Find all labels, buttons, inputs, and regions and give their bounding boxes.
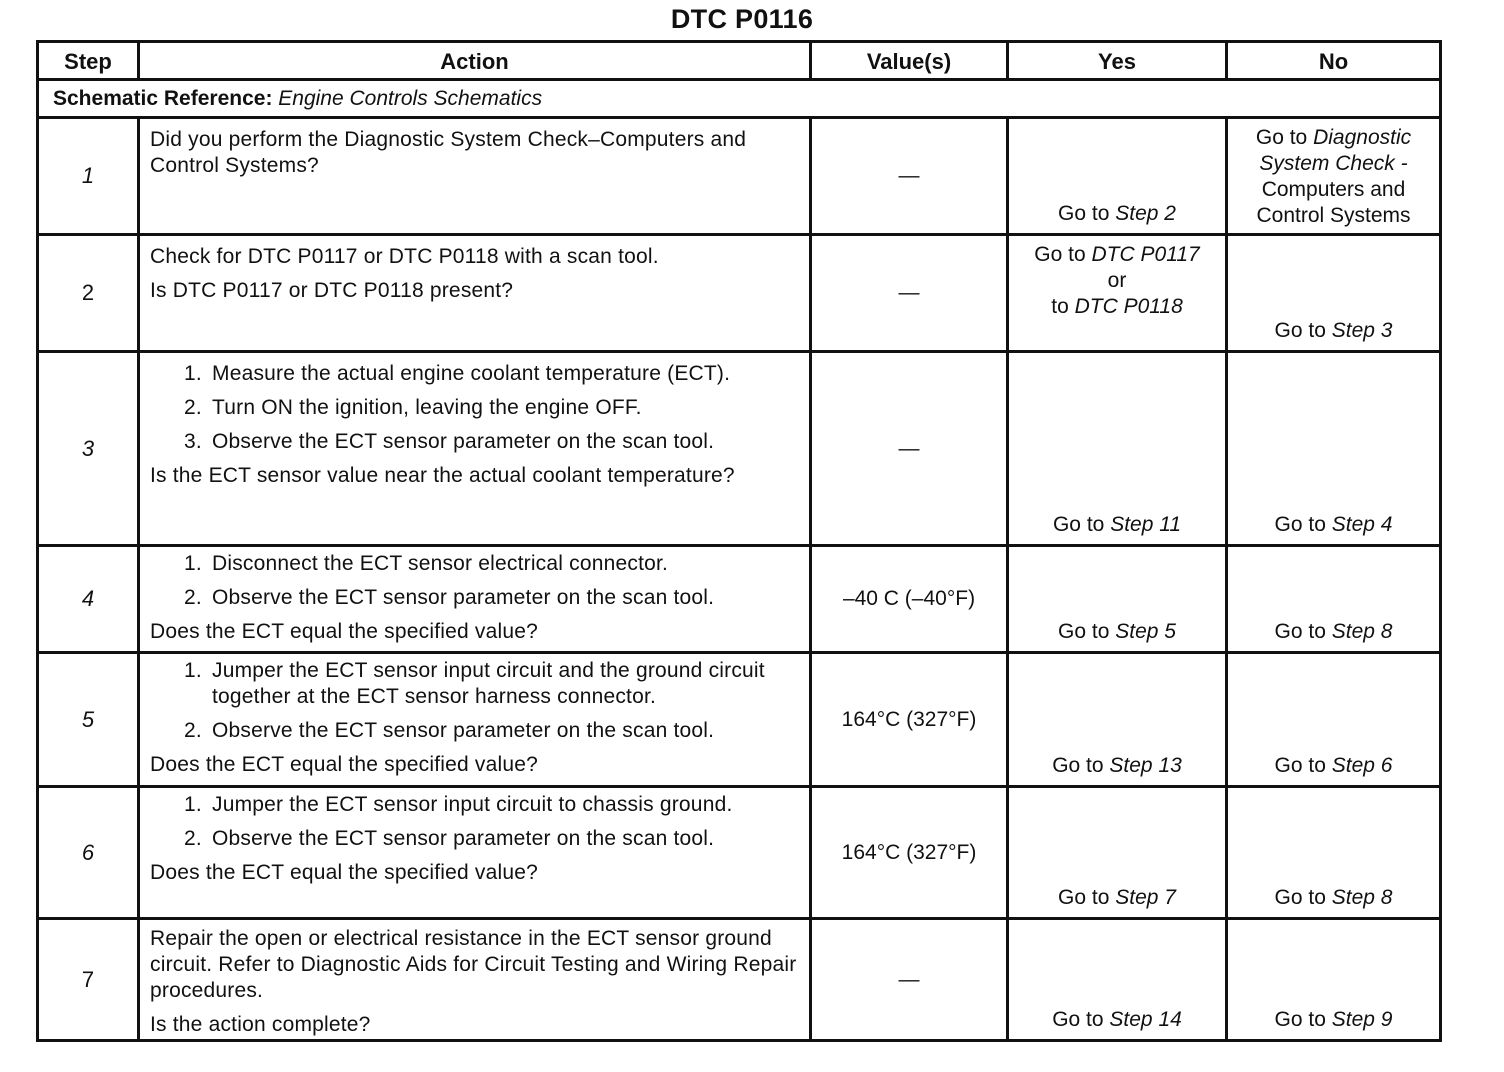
yes-or: or bbox=[1107, 269, 1127, 292]
no-target: Step 8 bbox=[1331, 620, 1393, 643]
step-number: 2 bbox=[81, 280, 95, 305]
action-steps bbox=[150, 551, 799, 611]
no-prefix: Go to bbox=[1274, 513, 1326, 536]
action-steps bbox=[150, 792, 799, 852]
header-values: Value(s) bbox=[809, 43, 1006, 78]
no-cell bbox=[1225, 236, 1439, 350]
yes-cell bbox=[1006, 119, 1225, 233]
table-row bbox=[39, 353, 1439, 547]
header-step: Step bbox=[64, 49, 112, 74]
no-cell bbox=[1225, 353, 1439, 544]
yes-target: Step 2 bbox=[1115, 202, 1176, 225]
schematic-reference bbox=[39, 81, 1439, 116]
yes-prefix: Go to bbox=[1058, 202, 1110, 225]
step-number: 7 bbox=[81, 966, 95, 992]
value-cell: 164°C (327°F) bbox=[809, 654, 1006, 785]
yes-target: Step 14 bbox=[1109, 1008, 1182, 1031]
yes-prefix: Go to bbox=[1058, 886, 1110, 909]
action-question: Is DTC P0117 or DTC P0118 present? bbox=[150, 279, 514, 302]
no-cell bbox=[1225, 547, 1439, 651]
action-step: 1. Disconnect the ECT sensor electrical connector. bbox=[208, 551, 799, 577]
action-question: Does the ECT equal the specified value? bbox=[150, 620, 538, 643]
yes-cell bbox=[1006, 547, 1225, 651]
page-title: DTC P0116 bbox=[670, 4, 814, 34]
step-number: 4 bbox=[81, 586, 95, 611]
yes-target: DTC P0117 bbox=[1091, 243, 1200, 266]
yes-prefix: Go to bbox=[1052, 1008, 1104, 1031]
step-number: 1 bbox=[81, 163, 95, 188]
table-row bbox=[39, 920, 1439, 1039]
yes-cell bbox=[1006, 654, 1225, 785]
action-question: Does the ECT equal the specified value? bbox=[150, 861, 538, 884]
table-row bbox=[39, 119, 1439, 236]
no-target: Step 6 bbox=[1331, 754, 1393, 777]
no-target: Diagnostic System Check - bbox=[1259, 126, 1412, 175]
action-step: 2. Observe the ECT sensor parameter on the scan tool. bbox=[208, 585, 799, 611]
value-cell: — bbox=[809, 353, 1006, 544]
no-cell bbox=[1225, 654, 1439, 785]
value-cell: — bbox=[809, 920, 1006, 1039]
action-step: 1. Jumper the ECT sensor input circuit and the ground circuit together at the ECT sensor harness connector. bbox=[208, 658, 799, 710]
yes-target: Step 11 bbox=[1110, 513, 1182, 536]
yes-prefix: Go to bbox=[1034, 243, 1086, 266]
action-step: 1. Jumper the ECT sensor input circuit to chassis ground. bbox=[208, 792, 799, 818]
no-prefix: Go to bbox=[1274, 1008, 1326, 1031]
table-row bbox=[39, 547, 1439, 654]
schematic-value: Engine Controls Schematics bbox=[278, 87, 543, 110]
action-cell bbox=[137, 547, 809, 651]
schematic-label: Schematic Reference: bbox=[53, 87, 273, 110]
yes-cell bbox=[1006, 236, 1225, 350]
value-cell: — bbox=[809, 236, 1006, 350]
value-cell: — bbox=[809, 119, 1006, 233]
action-cell bbox=[137, 236, 809, 350]
no-prefix: Go to bbox=[1255, 126, 1308, 149]
schematic-reference-row bbox=[39, 81, 1439, 119]
action-step: 2. Observe the ECT sensor parameter on the scan tool. bbox=[208, 826, 799, 852]
table-header-row bbox=[39, 43, 1439, 81]
action-step: 2. Turn ON the ignition, leaving the engine OFF. bbox=[208, 395, 799, 421]
no-target: Step 3 bbox=[1331, 319, 1393, 342]
yes-prefix: Go to bbox=[1052, 513, 1105, 536]
action-text: Did you perform the Diagnostic System Check–Computers and Control Systems? bbox=[150, 128, 747, 177]
action-cell bbox=[137, 788, 809, 917]
yes-target: Step 13 bbox=[1109, 754, 1182, 777]
no-prefix: Go to bbox=[1274, 754, 1326, 777]
no-suffix: Computers and Control Systems bbox=[1256, 178, 1411, 227]
step-number: 3 bbox=[81, 435, 95, 461]
step-number: 6 bbox=[81, 839, 95, 865]
yes-target: Step 5 bbox=[1115, 620, 1176, 643]
action-cell bbox=[137, 920, 809, 1039]
no-cell bbox=[1225, 788, 1439, 917]
no-target: Step 4 bbox=[1331, 513, 1393, 536]
action-text: Repair the open or electrical resistance in the ECT sensor ground circuit. Refer to Diagnostic Aids for Circuit Testing and Wiring Repair procedures. bbox=[150, 927, 797, 1002]
table-row bbox=[39, 654, 1439, 788]
yes-prefix: Go to bbox=[1052, 754, 1104, 777]
action-step: 1. Measure the actual engine coolant temperature (ECT). bbox=[208, 361, 799, 387]
no-prefix: Go to bbox=[1274, 319, 1326, 342]
no-prefix: Go to bbox=[1274, 620, 1326, 643]
action-text: Check for DTC P0117 or DTC P0118 with a scan tool. bbox=[150, 245, 659, 268]
no-cell bbox=[1225, 920, 1439, 1039]
action-cell bbox=[137, 353, 809, 544]
yes-cell bbox=[1006, 788, 1225, 917]
yes-cell bbox=[1006, 353, 1225, 544]
header-no: No bbox=[1225, 43, 1439, 78]
header-yes: Yes bbox=[1006, 43, 1225, 78]
header-action: Action bbox=[137, 43, 809, 78]
table-row bbox=[39, 236, 1439, 353]
action-steps bbox=[150, 361, 799, 455]
action-step: 2. Observe the ECT sensor parameter on the scan tool. bbox=[208, 718, 799, 744]
diagnostic-table bbox=[36, 40, 1442, 1042]
action-step: 3. Observe the ECT sensor parameter on the scan tool. bbox=[208, 429, 799, 455]
yes-target-2: DTC P0118 bbox=[1074, 295, 1183, 318]
action-steps bbox=[150, 658, 799, 744]
action-question: Is the ECT sensor value near the actual coolant temperature? bbox=[150, 464, 735, 487]
yes-prefix-2: to bbox=[1051, 295, 1069, 318]
yes-cell bbox=[1006, 920, 1225, 1039]
step-number: 5 bbox=[81, 706, 95, 732]
action-cell bbox=[137, 654, 809, 785]
value-cell: –40 C (–40°F) bbox=[809, 547, 1006, 651]
no-cell bbox=[1225, 119, 1439, 233]
action-question: Is the action complete? bbox=[150, 1013, 371, 1036]
no-target: Step 9 bbox=[1331, 1008, 1393, 1031]
action-question: Does the ECT equal the specified value? bbox=[150, 753, 538, 776]
table-row bbox=[39, 788, 1439, 920]
no-target: Step 8 bbox=[1331, 886, 1393, 909]
value-cell: 164°C (327°F) bbox=[809, 788, 1006, 917]
yes-target: Step 7 bbox=[1115, 886, 1176, 909]
no-prefix: Go to bbox=[1274, 886, 1326, 909]
yes-prefix: Go to bbox=[1058, 620, 1110, 643]
action-cell bbox=[137, 119, 809, 233]
